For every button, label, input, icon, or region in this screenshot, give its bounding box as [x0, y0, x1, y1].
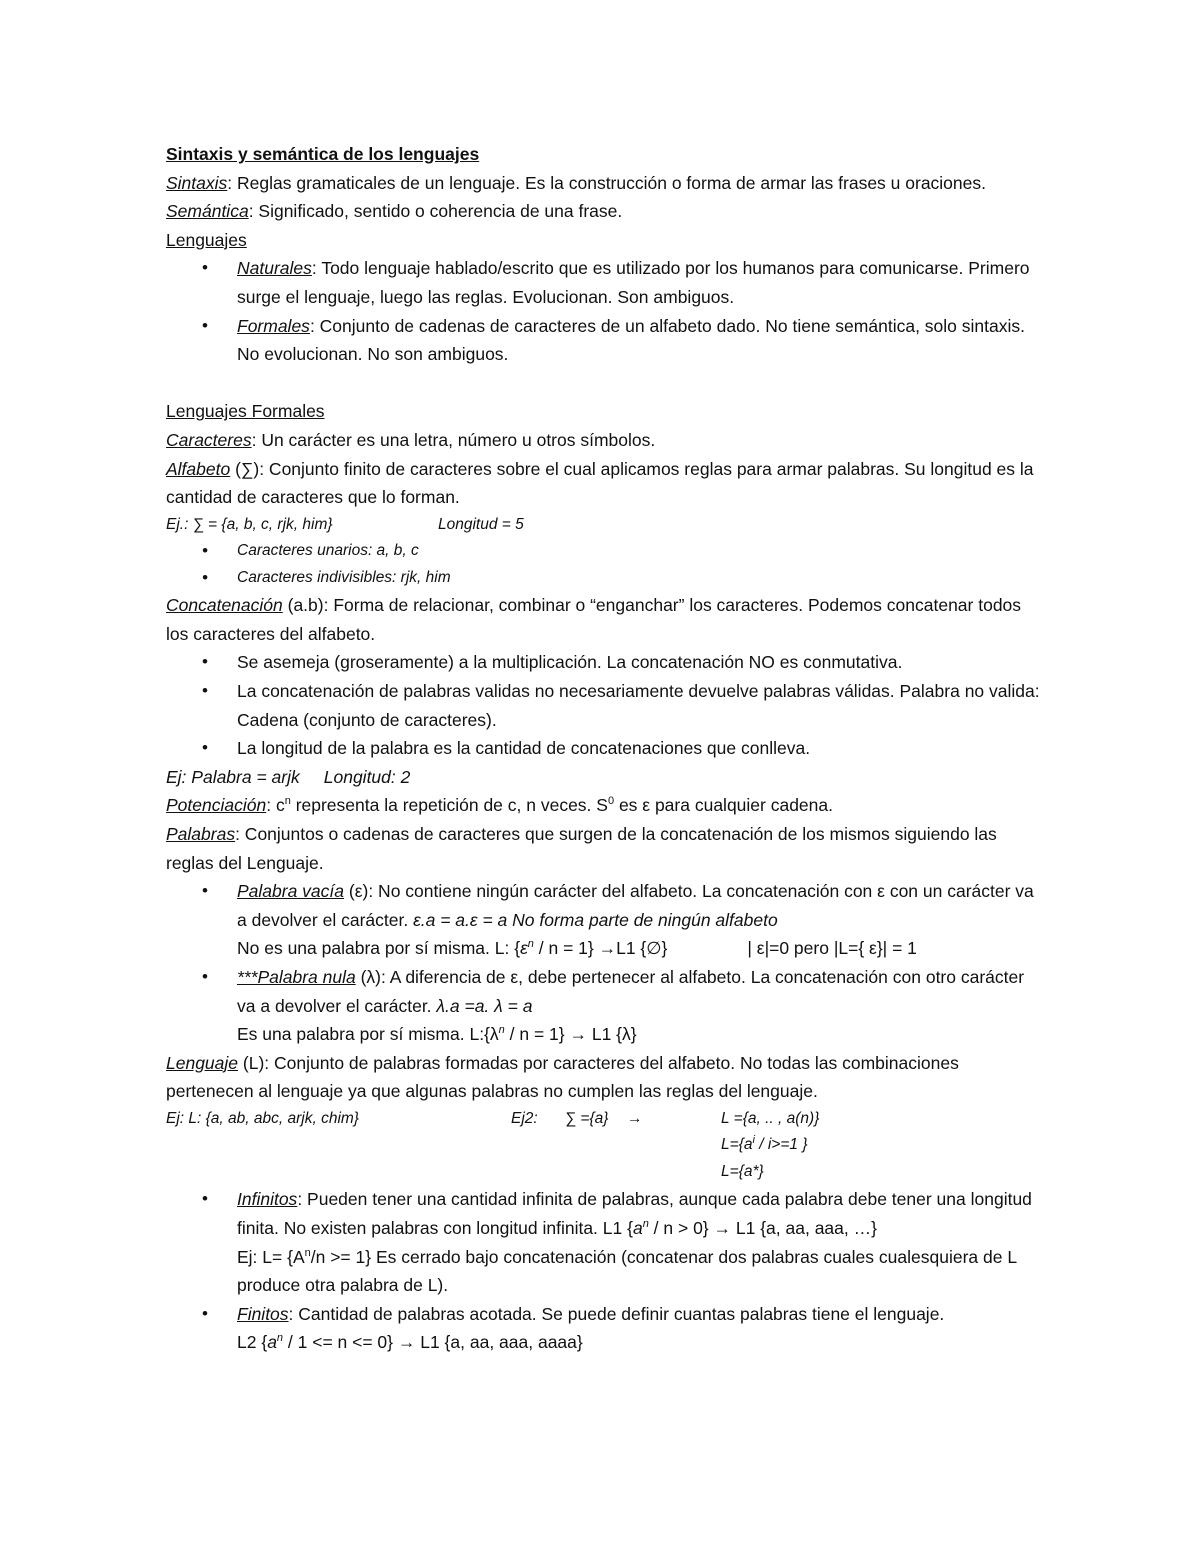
list-item: • Palabra vacía (ε): No contiene ningún carácter del alfabeto. La concatenación con ε con un carácter va a devolver el carácter. ε.a = a.ε = a No forma parte de ningún alfabeto No es una palabra por sí misma. L: $\{\varepsilon^n / n = 1\} \to L1$ {∅} | ε|=0 pero |L={ ε}| = 1 — [166, 877, 1046, 963]
list-item: • ***Palabra nula (λ): A diferencia de ε, debe pertenecer al alfabeto. La concatenación con otro carácter va a devolver el carácter. λ.a =a. λ = a Es una palabra por sí misma. $L:\{\lambda^n / n = 1\} \to L1$ {λ} — [166, 963, 1046, 1049]
list-item: • Caracteres unarios: a, b, c — [166, 538, 1046, 565]
document-body — [166, 140, 1046, 1357]
lenguajes-heading: Lenguajes — [166, 229, 247, 250]
formales-heading: Lenguajes Formales — [166, 401, 325, 422]
concatenacion-list — [166, 648, 1046, 762]
list-item: • La concatenación de palabras validas no necesariamente devuelve palabras válidas. Palabra no valida: Cadena (conjunto de caracteres). — [166, 677, 1046, 734]
concatenacion-definition: Concatenación (a.b): Forma de relacionar, combinar o “enganchar” los caracteres. Podemos concatenar todos los caracteres del alfabeto. — [166, 595, 1022, 644]
alfabeto-example: Ej.: ∑ = {a, b, c, rjk, him} Longitud = 5 — [166, 515, 524, 533]
list-item: • Infinitos: Pueden tener una cantidad infinita de palabras, aunque cada palabra debe tener una longitud finita. No existen palabras con longitud infinita. L1 $\{a^n / n > 0\} \to L1$ {a, aa, aaa, …} Ej: $L= \{A^n/n >= 1\}$ Es cerrado bajo concatenación (concatenar dos palabras cuales cualesquiera de L produce otra palabra de L). — [166, 1185, 1046, 1299]
lenguajes-list — [166, 254, 1046, 368]
list-item: • Formales: Conjunto de cadenas de caracteres de un alfabeto dado. No tiene semántica, solo sintaxis. No evolucionan. No son ambiguos. — [166, 312, 1046, 369]
semantica-definition: Semántica: Significado, sentido o coherencia de una frase. — [166, 201, 623, 222]
lenguaje-definition: Lenguaje (L): Conjunto de palabras formadas por caracteres del alfabeto. No todas las combinaciones pertenecen al lenguaje ya que algunas palabras no cumplen las reglas del lenguaje. — [166, 1052, 959, 1102]
list-item: • Naturales: Todo lenguaje hablado/escrito que es utilizado por los humanos para comunicarse. Primero surge el lenguaje, luego las reglas. Evolucionan. Son ambiguos. — [166, 254, 1046, 311]
alfabeto-definition: Alfabeto (∑): Conjunto finito de caracteres sobre el cual aplicamos reglas para armar palabras. Su longitud es la cantidad de caracteres que lo forman. — [166, 458, 1034, 508]
caracteres-definition: Caracteres: Un carácter es una letra, número u otros símbolos. — [166, 429, 656, 450]
page-title: Sintaxis y semántica de los lenguajes — [166, 144, 480, 164]
alfabeto-list — [166, 538, 1046, 591]
list-item: • Finitos: Cantidad de palabras acotada. Se puede definir cuantas palabras tiene el lenguaje. L2 $\{a^n / 1 <= n <= 0\} \to L1$ {a, aa, aaa, aaaa} — [166, 1300, 1046, 1357]
potenciacion-definition: Potenciación: $c^n$ representa la repetición de c, n veces. $S^0$ es ε para cualquier cadena. — [166, 795, 833, 816]
palabras-list — [166, 877, 1046, 1049]
list-item: • La longitud de la palabra es la cantidad de concatenaciones que conlleva. — [166, 734, 1046, 763]
palabras-definition: Palabras: Conjuntos o cadenas de caracteres que surgen de la concatenación de los mismos siguiendo las reglas del Lenguaje. — [166, 823, 997, 873]
list-item: • Se asemeja (groseramente) a la multiplicación. La concatenación NO es conmutativa. — [166, 648, 1046, 677]
list-item: • Caracteres indivisibles: rjk, him — [166, 565, 1046, 592]
sintaxis-definition: Sintaxis: Reglas gramaticales de un lenguaje. Es la construcción o forma de armar las frases u oraciones. — [166, 172, 986, 193]
lenguaje-list — [166, 1185, 1046, 1357]
palabra-example: Ej: Palabra = arjk Longitud: 2 — [166, 766, 411, 787]
lenguaje-example: Ej: L: {a, ab, abc, arjk, chim} Ej2: ∑ ={a} → L ={a, .. , a(n)} $L=\{a^i / i>=1$ } L={a*} — [166, 1109, 820, 1180]
